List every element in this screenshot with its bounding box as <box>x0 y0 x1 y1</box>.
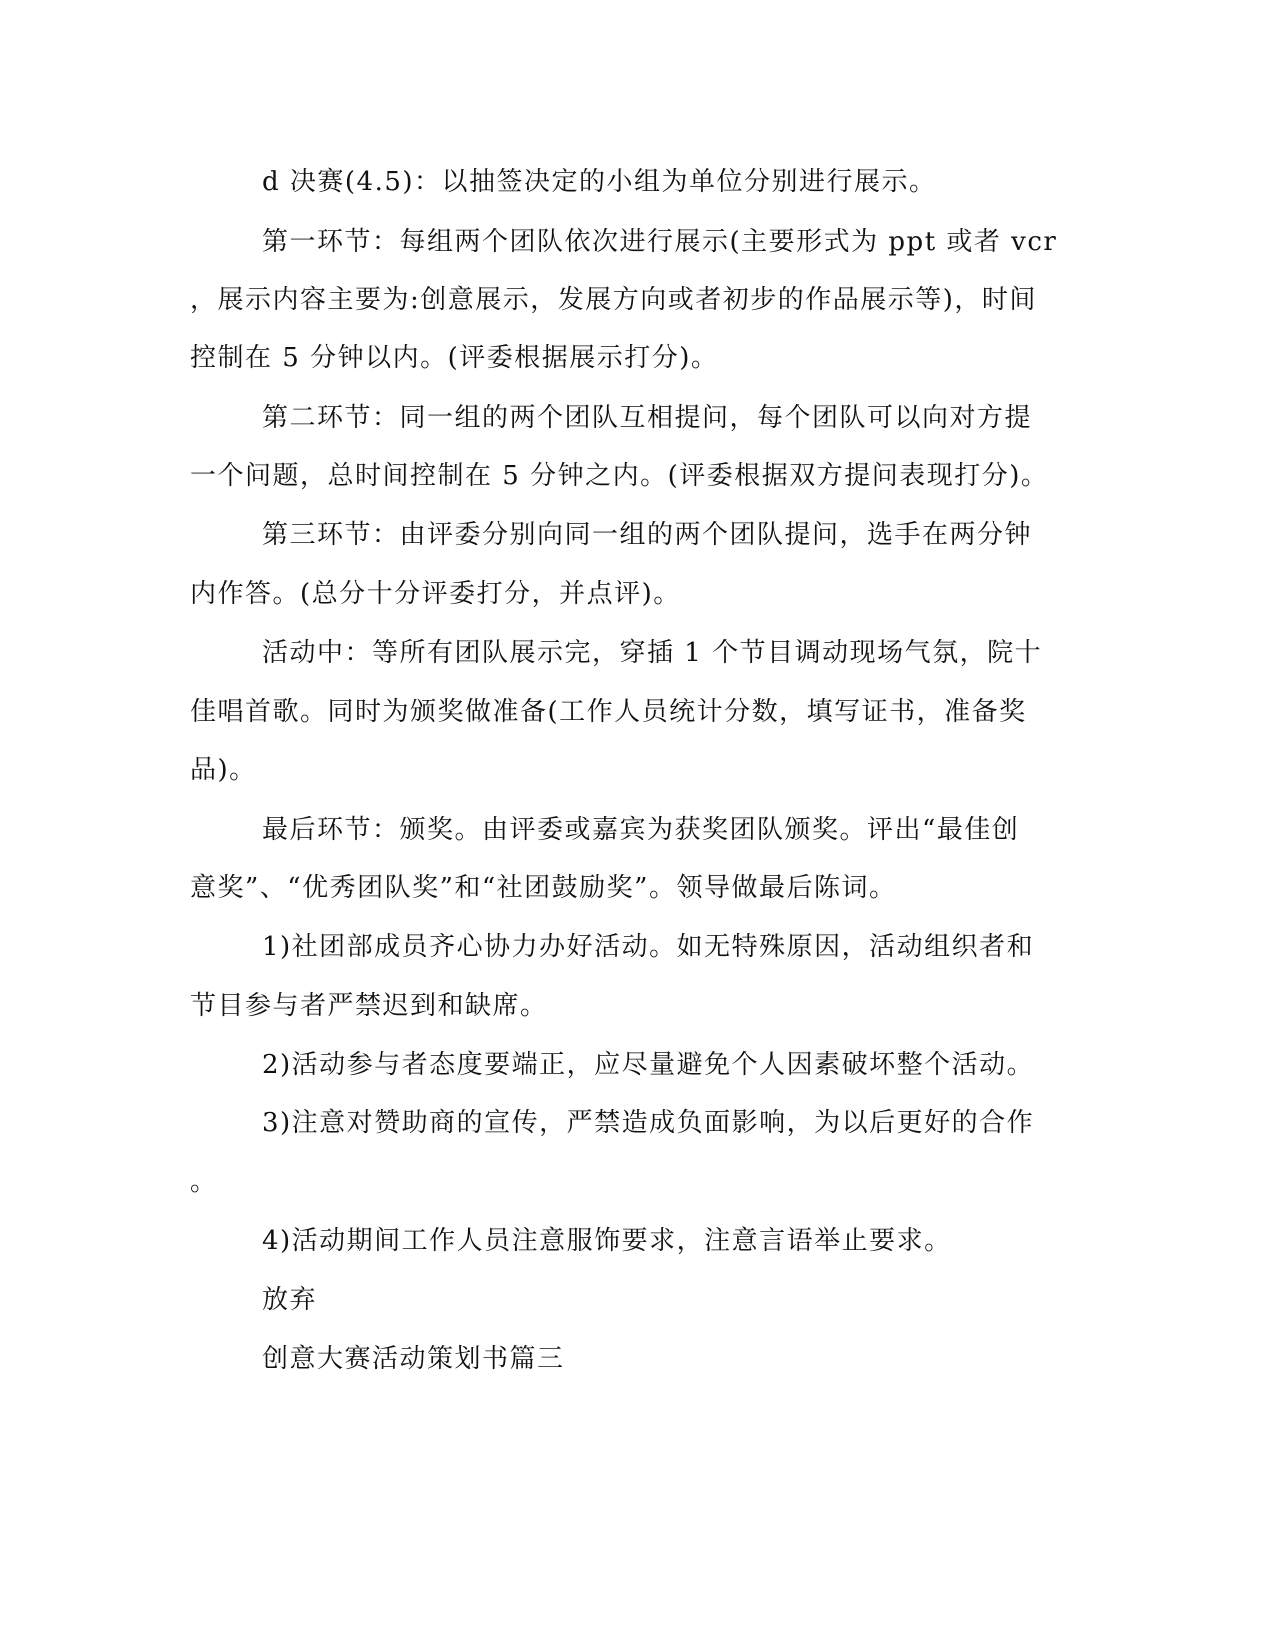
list-item-2: 2)活动参与者态度要端正，应尽量避免个人因素破坏整个活动。 <box>262 1050 1035 1080</box>
paragraph-stage-one-line-1: 第一环节：每组两个团队依次进行展示(主要形式为 ppt 或者 vcr <box>262 227 1058 257</box>
paragraph-final-stage-line-2: 意奖”、“优秀团队奖”和“社团鼓励奖”。领导做最后陈词。 <box>190 873 897 903</box>
list-item-3-line-1: 3)注意对赞助商的宣传，严禁造成负面影响，为以后更好的合作 <box>262 1108 1035 1138</box>
paragraph-stage-one-line-2: ，展示内容主要为:创意展示，发展方向或者初步的作品展示等)，时间 <box>190 285 1037 315</box>
list-item-4: 4)活动期间工作人员注意服饰要求，注意言语举止要求。 <box>262 1226 952 1256</box>
section-heading: 创意大赛活动策划书篇三 <box>262 1344 565 1374</box>
paragraph-abandon: 放弃 <box>262 1285 318 1315</box>
paragraph-stage-three-line-1: 第三环节：由评委分别向同一组的两个团队提问，选手在两分钟 <box>262 520 1033 550</box>
paragraph-during-activity-line-1: 活动中：等所有团队展示完，穿插 1 个节目调动现场气氛，院十 <box>262 638 1043 668</box>
paragraph-during-activity-line-2: 佳唱首歌。同时为颁奖做准备(工作人员统计分数，填写证书，准备奖 <box>190 697 1027 727</box>
paragraph-during-activity-line-3: 品)。 <box>190 755 257 785</box>
paragraph-stage-two-line-2: 一个问题，总时间控制在 5 分钟之内。(评委根据双方提问表现打分)。 <box>190 461 1049 491</box>
list-item-1-line-2: 节目参与者严禁迟到和缺席。 <box>190 991 548 1021</box>
paragraph-stage-two-line-1: 第二环节：同一组的两个团队互相提问，每个团队可以向对方提 <box>262 403 1033 433</box>
paragraph-stage-one-line-3: 控制在 5 分钟以内。(评委根据展示打分)。 <box>190 343 719 373</box>
list-item-1-line-1: 1)社团部成员齐心协力办好活动。如无特殊原因，活动组织者和 <box>262 932 1035 962</box>
paragraph-final-round: d 决赛(4.5)：以抽签决定的小组为单位分别进行展示。 <box>262 167 937 197</box>
list-item-3-line-2: 。 <box>190 1167 218 1197</box>
paragraph-final-stage-line-1: 最后环节：颁奖。由评委或嘉宾为获奖团队颁奖。评出“最佳创 <box>262 815 1020 845</box>
paragraph-stage-three-line-2: 内作答。(总分十分评委打分，并点评)。 <box>190 579 681 609</box>
